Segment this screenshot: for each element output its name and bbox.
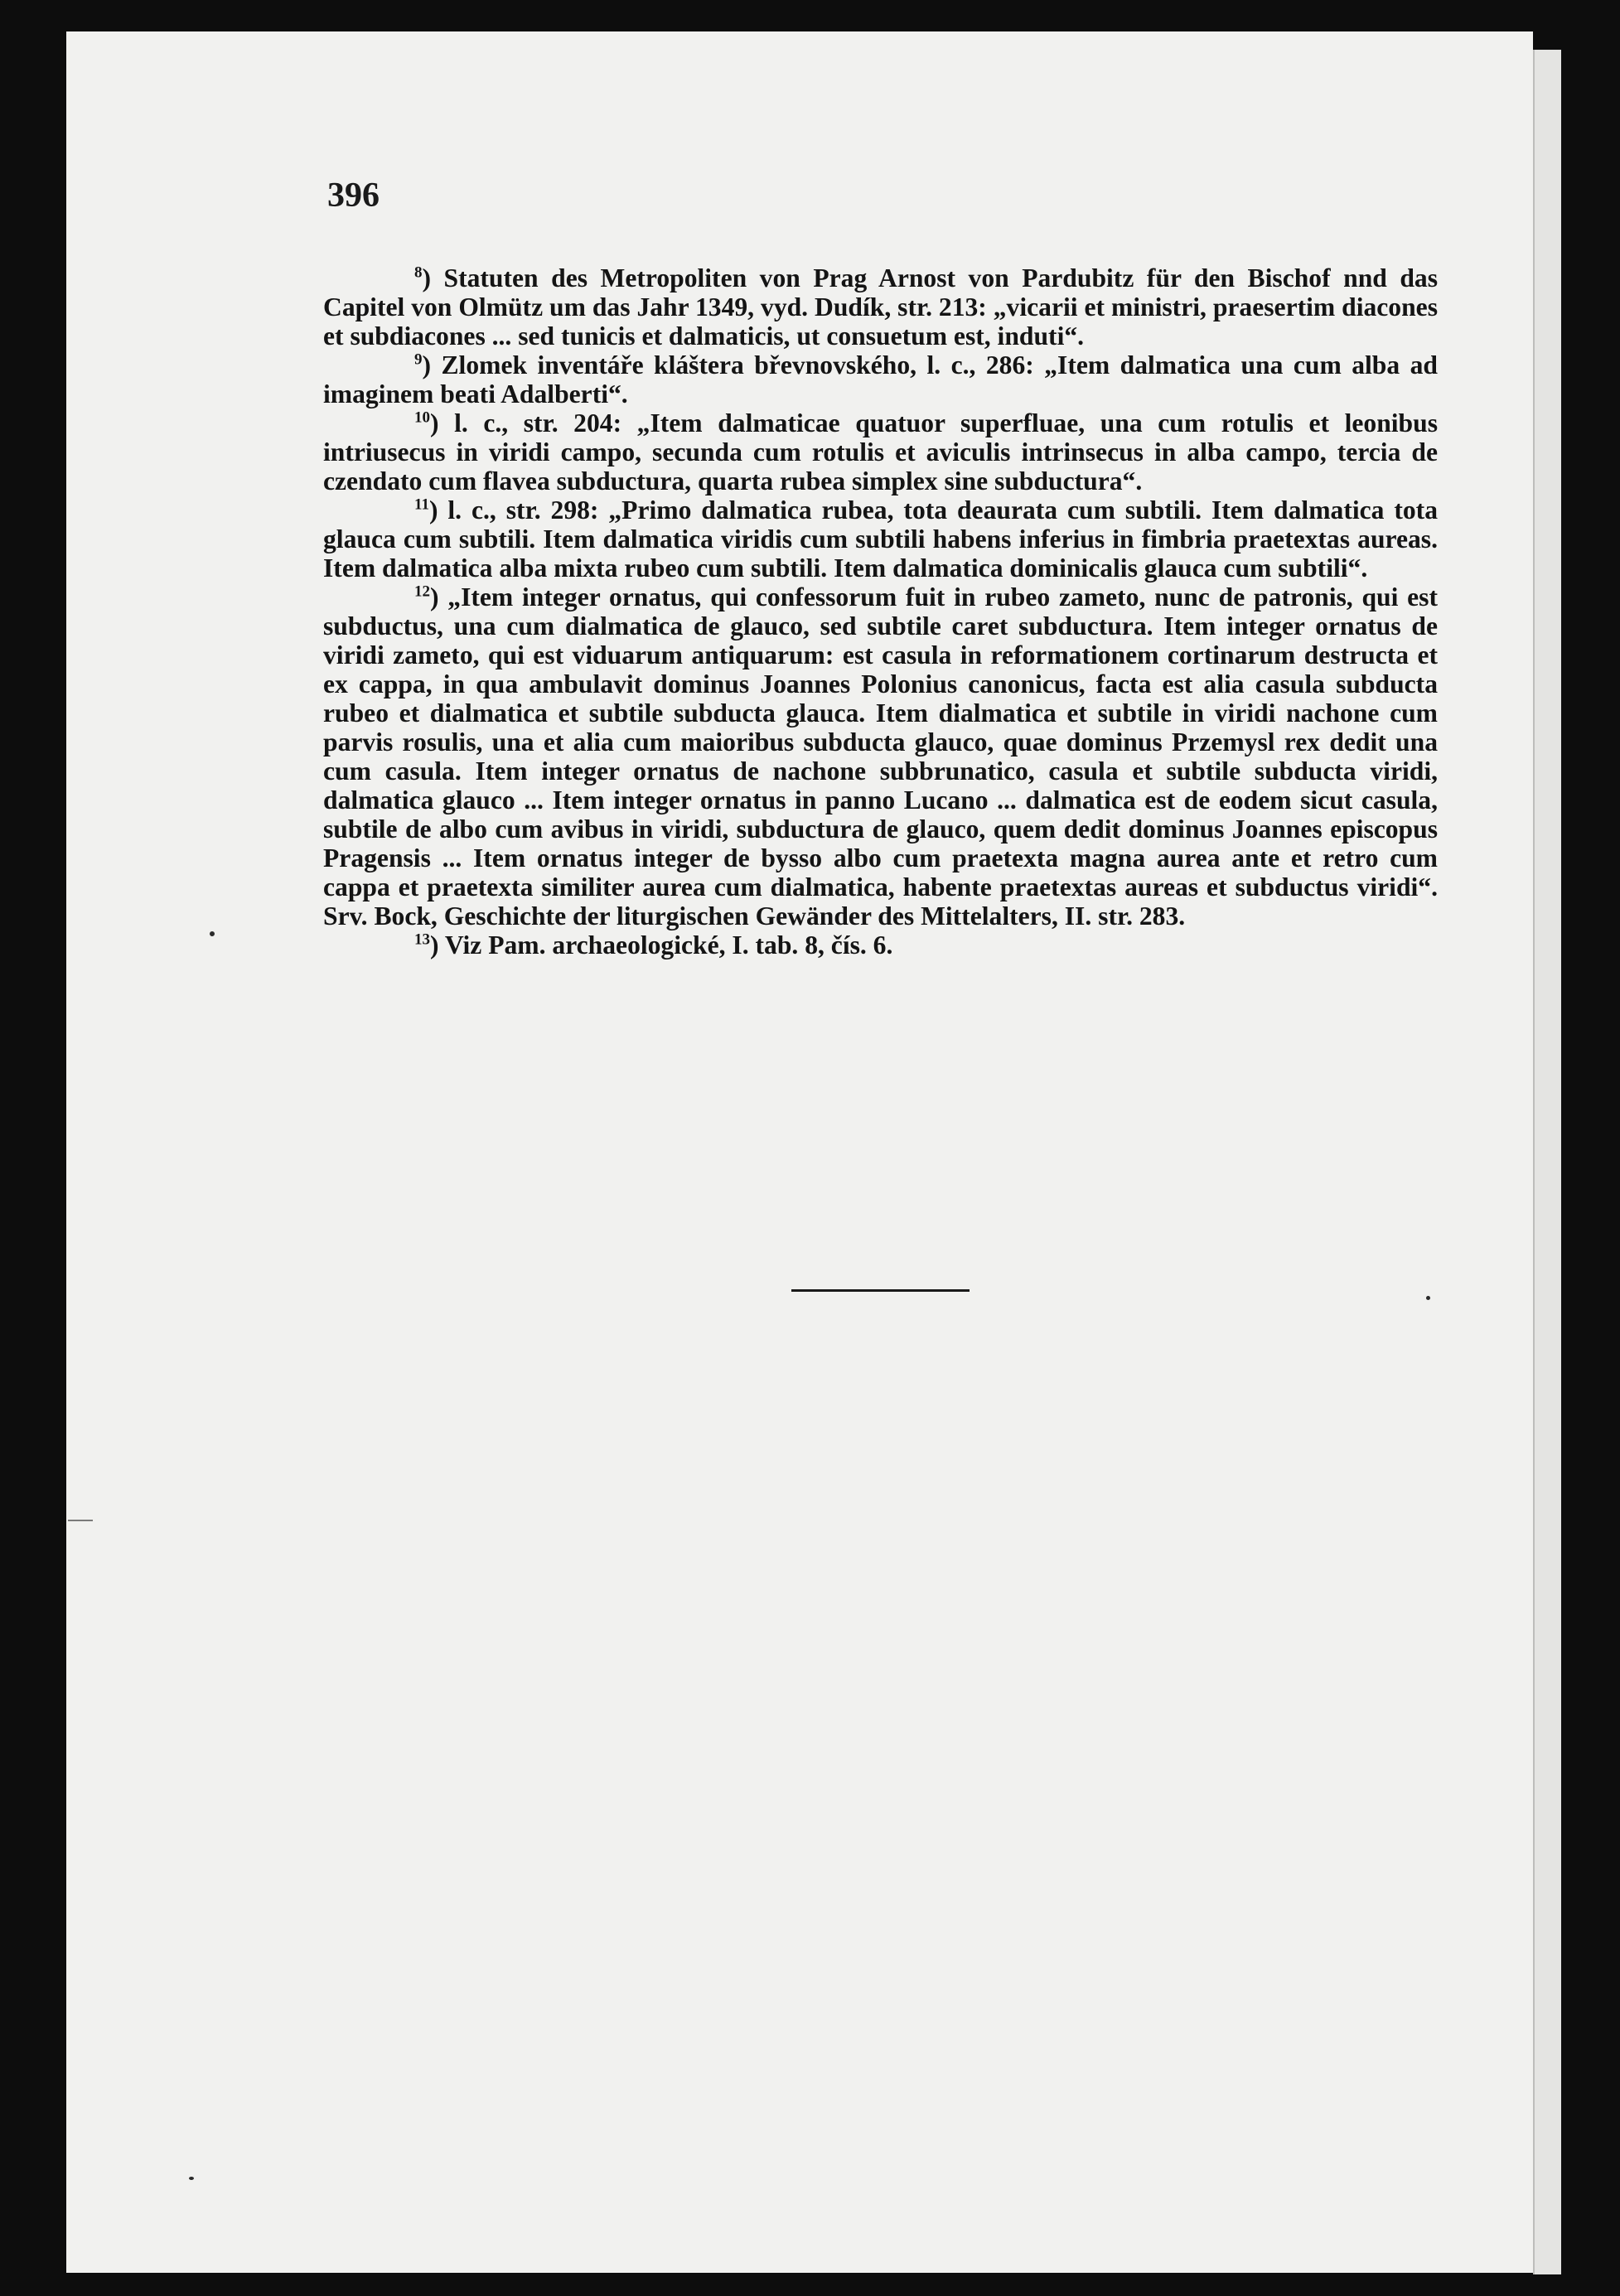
footnote-13 [323, 930, 1438, 959]
footnote-12 [323, 582, 1438, 930]
footnote-11 [323, 495, 1438, 582]
footnote-text: ) Viz Pam. archaeologické, I. tab. 8, čís. 6. [430, 930, 893, 959]
footnote-marker: 13 [414, 930, 430, 949]
page-number: 396 [327, 176, 380, 215]
margin-mark [68, 1520, 93, 1521]
scan-speck [189, 2177, 194, 2180]
footnote-8 [323, 263, 1438, 350]
footnote-text: ) „Item integer ornatus, qui confessorum fuit in rubeo zameto, nunc de patronis, qui est subductus, una cum dialmatica de glauco, sed subtile caret subductura. Item integer ornatus de viridi zameto, qui est viduarum antiquarum: est casula in reformationem cortinarum destructa et ex cappa, in qua ambulavit dominus Joannes Polonius canonicus, facta est alia casula subducta rubeo et dialmatica et subtile subducta glauca. Item dialmatica et subtile in viridi nachone cum parvis rosulis, una et alia cum maioribus subducta glauco, quae dominus Przemysl rex dedit una cum casula. Item integer ornatus de nachone subbrunatico, casula et subtile subducta viridi, dalmatica glauco ... Item integer ornatus in panno Lucano ... dalmatica est de eodem sicut casula, subtile de albo cum avibus in viridi, subductura de glauco, quem dedit dominus Joannes episcopus Pragensis ... Item ornatus integer de bysso albo cum praetexta magna aurea ante et retro cum cappa et praetexta similiter aurea cum dialmatica, habente praetextas aureas et subductus viridi“. Srv. Bock, Geschichte der liturgischen Gewänder des Mittelalters, II. str. 283. [323, 582, 1438, 930]
end-rule [791, 1289, 970, 1292]
footnote-text: ) l. c., str. 298: „Primo dalmatica rubea, tota deaurata cum subtili. Item dalmatica tota glauca cum subtili. Item dalmatica viridis cum subtili habens inferius in fimbria praetextas aureas. Item dalmatica alba mixta rubeo cum subtili. Item dalmatica dominicalis glauca cum subtili“. [323, 495, 1438, 582]
footnote-marker: 8 [414, 263, 423, 282]
scan-speck [1426, 1296, 1430, 1300]
scan-speck [210, 931, 215, 936]
page-edge [1533, 50, 1561, 2274]
footnote-marker: 10 [414, 408, 430, 427]
footnote-text: ) Zlomek inventáře kláštera břevnovského, l. c., 286: „Item dalmatica una cum alba ad imaginem beati Adalberti“. [323, 350, 1438, 408]
footnotes [323, 263, 1438, 959]
footnote-marker: 11 [414, 495, 429, 514]
footnote-text: ) Statuten des Metropoliten von Prag Arnost von Pardubitz für den Bischof nnd das Capitel von Olmütz um das Jahr 1349, vyd. Dudík, str. 213: „vicarii et ministri, praesertim diacones et subdiacones ... sed tunicis et dalmaticis, ut consuetum est, induti“. [323, 263, 1438, 350]
footnote-10 [323, 408, 1438, 495]
footnote-9 [323, 350, 1438, 408]
footnote-marker: 12 [414, 582, 430, 601]
footnote-marker: 9 [414, 350, 423, 369]
footnote-text: ) l. c., str. 204: „Item dalmaticae quatuor superfluae, una cum rotulis et leonibus intriusecus in viridi campo, secunda cum rotulis et aviculis intrinsecus in alba campo, tercia de czendato cum flavea subductura, quarta rubea simplex sine subductura“. [323, 408, 1438, 495]
